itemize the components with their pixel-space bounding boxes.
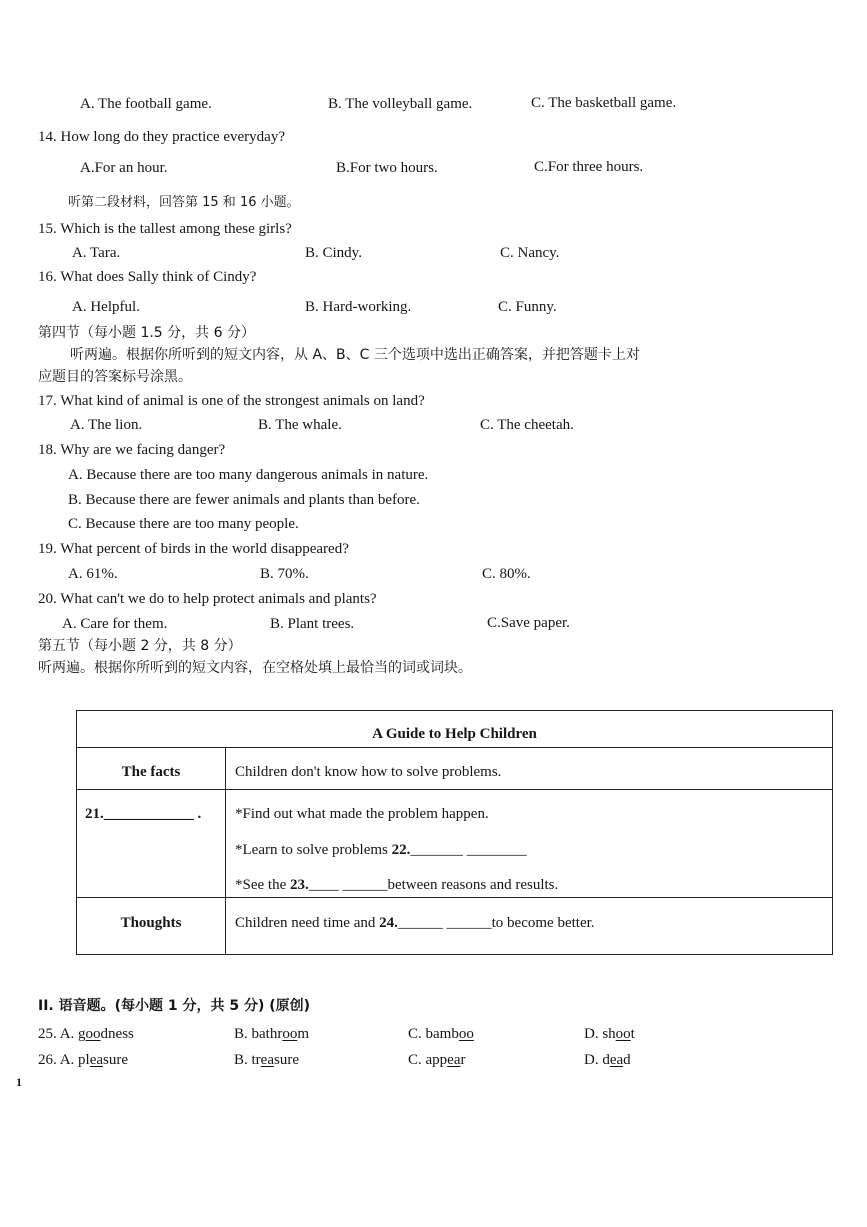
q25-b-underlined: oo	[282, 1026, 298, 1042]
blank-24[interactable]: ______ ______	[397, 915, 492, 931]
q25-option-c	[408, 1025, 474, 1043]
blank-23[interactable]: ____ ______	[308, 877, 388, 893]
q13-option-c: C. The basketball game.	[531, 95, 677, 111]
q18-option-c: C. Because there are too many people.	[68, 516, 299, 532]
q26-c-underlined: ea	[447, 1052, 461, 1068]
part4-instruction-line2: 应题目的答案标号涂黑。	[38, 369, 192, 385]
q26-c-rest: r	[460, 1052, 466, 1068]
blank-24-number: 24.	[379, 915, 398, 931]
q25-b-text: B. bathr	[234, 1026, 283, 1042]
q14-option-c: C.For three hours.	[534, 159, 644, 175]
q26-option-c	[408, 1051, 466, 1069]
table-row2-line3-text-end: between reasons and results.	[387, 877, 559, 893]
table-row3-text	[235, 914, 595, 932]
q20-option-b: B. Plant trees.	[270, 616, 355, 632]
q13-option-a: A. The football game.	[80, 96, 212, 112]
q15-option-c: C. Nancy.	[500, 245, 560, 261]
guide-table	[76, 710, 833, 955]
table-title: A Guide to Help Children	[372, 726, 537, 742]
part4-instruction-line1: 听两遍。根据你所听到的短文内容，从 A、B、C 三个选项中选出正确答案，并把答题卡上对	[70, 347, 640, 363]
q26-number: 26.	[38, 1052, 57, 1068]
q15-option-a: A. Tara.	[72, 245, 121, 261]
q26-option-a	[38, 1051, 128, 1069]
table-row2-line2	[235, 841, 527, 859]
q26-a-underlined: ea	[89, 1052, 104, 1068]
table-row2-line2-text: *Learn to solve problems	[235, 842, 392, 858]
part5-title: 第五节（每小题 2 分，共 8 分）	[38, 638, 242, 654]
q26-d-text: D. d	[584, 1052, 610, 1068]
q15-option-b: B. Cindy.	[305, 245, 362, 261]
q26-a-text: A. pl	[59, 1052, 90, 1068]
part2-title: II. 语音题。(每小题 1 分，共 5 分) (原创)	[38, 998, 311, 1014]
blank-23-number: 23.	[289, 877, 309, 893]
q25-c-text: C. bamb	[408, 1026, 459, 1042]
q18-option-a: A. Because there are too many dangerous animals in nature.	[68, 467, 429, 483]
table-row1-text: Children don't know how to solve problems.	[235, 764, 502, 780]
q18-question: 18. Why are we facing danger?	[38, 442, 226, 458]
q25-a-underlined: oo	[85, 1026, 101, 1042]
table-row2-label-blank-21[interactable]: 21.____________ .	[85, 806, 202, 822]
blank-22-number: 22.	[391, 842, 411, 858]
q26-c-text: C. app	[408, 1052, 448, 1068]
q25-d-text: D. sh	[584, 1026, 616, 1042]
q14-option-a: A.For an hour.	[80, 160, 168, 176]
q14-option-b: B.For two hours.	[336, 160, 438, 176]
part4-title: 第四节（每小题 1.5 分，共 6 分）	[38, 325, 255, 341]
table-row2-line3-text: *See the	[235, 877, 290, 893]
table-row3-text-start: Children need time and	[235, 915, 380, 931]
table-divider	[77, 747, 832, 748]
q26-d-underlined: ea	[609, 1052, 624, 1068]
table-row2-line3	[235, 876, 558, 894]
blank-22[interactable]: _______ ________	[410, 842, 527, 858]
q16-option-b: B. Hard-working.	[305, 299, 412, 315]
q26-d-rest: d	[623, 1052, 631, 1068]
q19-option-c: C. 80%.	[482, 566, 531, 582]
section2-note: 听第二段材料，回答第 15 和 16 小题。	[68, 195, 300, 210]
q25-d-underlined: oo	[615, 1026, 631, 1042]
page-number: 1	[16, 1075, 22, 1089]
table-row1-label: The facts	[121, 764, 181, 780]
q17-question: 17. What kind of animal is one of the strongest animals on land?	[38, 393, 425, 409]
part5-instruction: 听两遍。根据你所听到的短文内容，在空格处填上最恰当的词或词块。	[38, 660, 472, 676]
q20-option-c: C.Save paper.	[487, 615, 570, 631]
table-column-divider	[225, 747, 226, 954]
q19-option-b: B. 70%.	[260, 566, 309, 582]
q25-a-text: A. g	[59, 1026, 86, 1042]
q25-option-d	[584, 1025, 635, 1043]
q19-question: 19. What percent of birds in the world disappeared?	[38, 541, 349, 557]
table-divider	[77, 789, 832, 790]
q26-option-d	[584, 1051, 631, 1069]
q25-option-a	[38, 1025, 134, 1043]
q25-a-rest: dness	[100, 1026, 134, 1042]
q26-b-text: B. tr	[234, 1052, 261, 1068]
q25-d-rest: t	[630, 1026, 635, 1042]
q25-c-underlined: oo	[458, 1026, 474, 1042]
q26-option-b	[234, 1051, 299, 1069]
q26-b-rest: sure	[274, 1052, 299, 1068]
q20-option-a: A. Care for them.	[62, 616, 168, 632]
q26-a-rest: sure	[103, 1052, 129, 1068]
q25-number: 25.	[38, 1026, 57, 1042]
q14-question: 14. How long do they practice everyday?	[38, 129, 285, 145]
q17-option-a: A. The lion.	[70, 417, 143, 433]
q18-option-b: B. Because there are fewer animals and plants than before.	[68, 492, 420, 508]
q17-option-b: B. The whale.	[258, 417, 342, 433]
q19-option-a: A. 61%.	[68, 566, 118, 582]
q16-question: 16. What does Sally think of Cindy?	[38, 269, 257, 285]
q25-option-b	[234, 1025, 309, 1043]
q13-option-b: B. The volleyball game.	[328, 96, 473, 112]
table-row2-line1: *Find out what made the problem happen.	[235, 806, 489, 822]
q20-question: 20. What can't we do to help protect animals and plants?	[38, 591, 377, 607]
q16-option-c: C. Funny.	[498, 299, 557, 315]
q25-b-rest: m	[297, 1026, 309, 1042]
table-row3-label: Thoughts	[120, 915, 182, 931]
q16-option-a: A. Helpful.	[72, 299, 140, 315]
q26-b-underlined: ea	[260, 1052, 274, 1068]
q17-option-c: C. The cheetah.	[480, 417, 574, 433]
table-row3-text-end: to become better.	[491, 915, 595, 931]
q15-question: 15. Which is the tallest among these girls?	[38, 221, 292, 237]
table-divider	[77, 897, 832, 898]
